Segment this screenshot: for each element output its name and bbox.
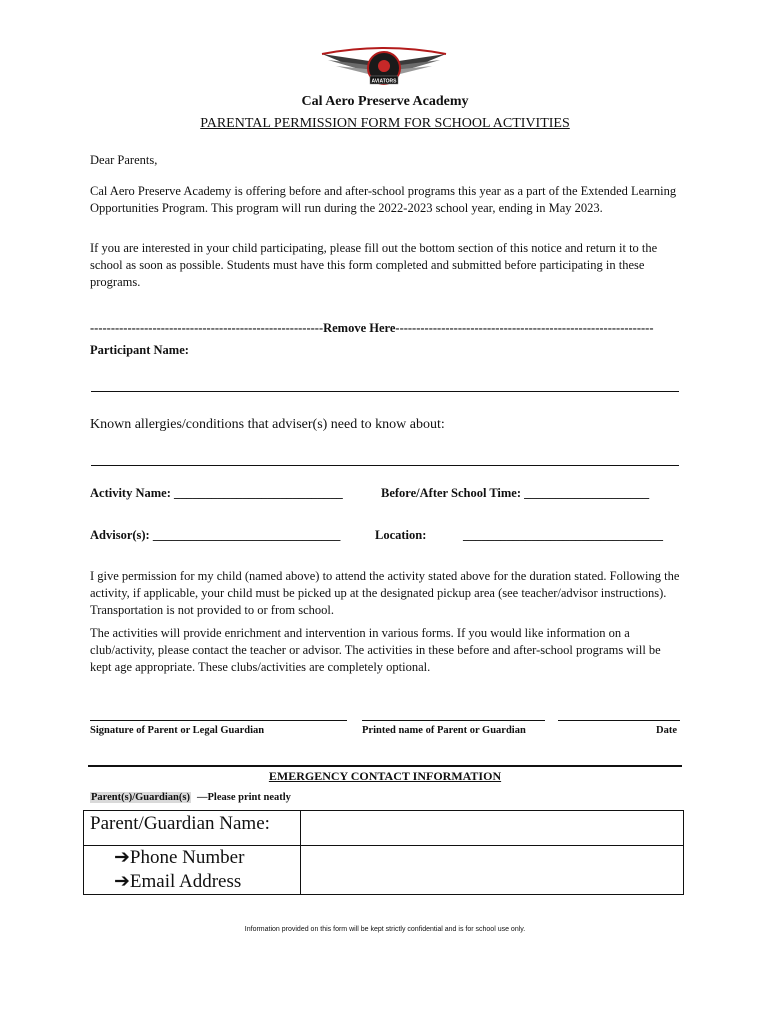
emergency-subtitle-rest: —Please print neatly xyxy=(197,792,291,803)
aviators-logo xyxy=(318,46,450,92)
email-label: Email Address xyxy=(129,871,242,892)
signature-label: Signature of Parent or Legal Guardian xyxy=(90,725,265,736)
emergency-title: EMERGENCY CONTACT INFORMATION xyxy=(268,769,502,783)
participant-name-label: Participant Name: xyxy=(90,343,189,357)
date-label: Date xyxy=(656,725,677,736)
remove-here-divider: --------------------------------------------------------Remove Here-------------------------------------------------------------- xyxy=(90,321,654,335)
printed-name-label: Printed name of Parent or Guardian xyxy=(362,725,526,736)
school-time-field[interactable]: Before/After School Time: ____________________ xyxy=(381,486,650,500)
salutation: Dear Parents, xyxy=(90,153,158,167)
guardian-name-input[interactable] xyxy=(301,811,684,846)
allergies-line[interactable] xyxy=(91,465,679,466)
phone-label: Phone Number xyxy=(129,847,245,868)
confidentiality-note: Information provided on this form will be kept strictly confidential and is for school use only. xyxy=(244,926,526,933)
allergies-label: Known allergies/conditions that adviser(s) need to know about: xyxy=(90,417,445,432)
school-name: Cal Aero Preserve Academy xyxy=(301,94,469,109)
intro-paragraph: Cal Aero Preserve Academy is offering before and after-school programs this year as a part of the Extended Learning Opportunities Program. This program will run during the 2022-2023 school year, ending in May 2023. xyxy=(90,184,677,215)
permission-paragraph: I give permission for my child (named above) to attend the activity stated above for the duration stated. Following the activity, if applicable, your child must be picked up at the designated pickup area (see teacher/advisor instructions). Transportation is not provided to or from school. xyxy=(90,569,680,617)
phone-email-input[interactable] xyxy=(301,846,684,895)
location-label: Location: xyxy=(375,528,427,542)
printed-name-line[interactable] xyxy=(362,720,545,721)
emergency-subtitle-highlight: Parent(s)/Guardian(s) xyxy=(91,792,190,803)
phone-label-row xyxy=(84,846,300,870)
advisor-field[interactable]: Advisor(s): ______________________________ xyxy=(90,528,341,542)
email-label-row xyxy=(84,870,300,894)
activity-name-field[interactable]: Activity Name: ___________________________ xyxy=(90,486,343,500)
arrow-right-icon: ➔ xyxy=(114,847,130,868)
instructions-paragraph: If you are interested in your child participating, please fill out the bottom section of this notice and return it to the school as soon as possible. Students must have this form completed and submitted before participating in these programs. xyxy=(90,241,658,289)
location-field[interactable]: ________________________________ xyxy=(463,528,663,542)
emergency-contact-table xyxy=(83,810,684,895)
guardian-name-label: Parent/Guardian Name: xyxy=(84,811,301,846)
section-divider xyxy=(88,765,682,767)
activities-paragraph: The activities will provide enrichment and intervention in various forms. If you would like information on a club/activity, please contact the teacher or advisor. The activities in these before and after-school programs will be kept age appropriate. These clubs/activities are completely optional. xyxy=(90,626,661,674)
form-title: PARENTAL PERMISSION FORM FOR SCHOOL ACTIVITIES xyxy=(200,116,570,131)
contact-labels-cell xyxy=(84,846,301,895)
date-line[interactable] xyxy=(558,720,680,721)
participant-name-line[interactable] xyxy=(91,391,679,392)
signature-line[interactable] xyxy=(90,720,347,721)
arrow-right-icon: ➔ xyxy=(114,871,130,892)
logo-text: AVIATORS xyxy=(371,78,397,85)
